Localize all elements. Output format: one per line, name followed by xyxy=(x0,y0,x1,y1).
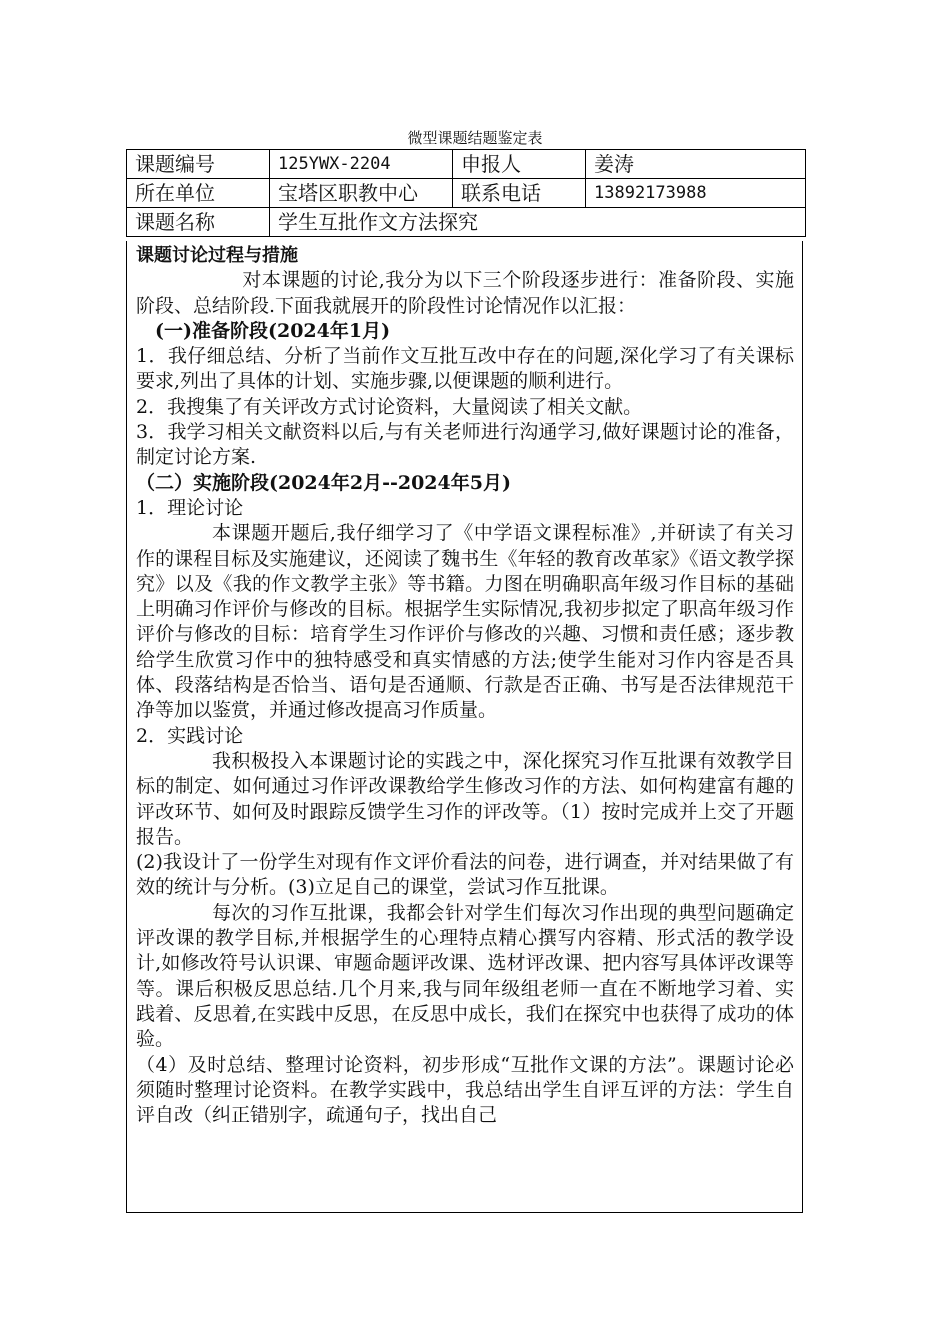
theory-title: 1．理论讨论 xyxy=(136,496,244,519)
page-title: 微型课题结题鉴定表 xyxy=(407,129,543,147)
stage1-item: 1．我仔细总结、分析了当前作文互批互改中存在的问题,深化学习了有关课标要求,列出了具体的计划、实施步骤,以便课题的顺利进行。 xyxy=(136,345,794,393)
content-section xyxy=(126,241,803,1213)
info-table xyxy=(126,149,806,237)
stage1-item: 2．我搜集了有关评改方式讨论资料，大量阅读了相关文献。 xyxy=(136,395,643,418)
intro-paragraph: 对本课题的讨论,我分为以下三个阶段逐步进行：准备阶段、实施阶段、总结阶段.下面我就展开的阶段性讨论情况作以汇报： xyxy=(136,269,794,317)
label-project-name: 课题名称 xyxy=(127,208,270,237)
project-name-value: 学生互批作文方法探究 xyxy=(270,208,806,237)
phone-value: 13892173988 xyxy=(586,179,806,208)
practice-paragraph-2: (2)我设计了一份学生对现有作文评价看法的问卷，进行调查，并对结果做了有效的统计与分析。(3)立足自己的课堂，尝试习作互批课。 xyxy=(136,851,794,899)
practice-paragraph: 我积极投入本课题讨论的实践之中，深化探究习作互批课有效教学目标的制定、如何通过习作评改课教给学生修改习作的方法、如何构建富有趣的评改环节、如何及时跟踪反馈学生习作的评改等。（1）按时完成并上交了开题报告。 xyxy=(136,749,794,848)
theory-paragraph: 本课题开题后,我仔细学习了《中学语文课程标准》,并研读了有关习作的课程目标及实施建议，还阅读了魏书生《年轻的教育改革家》《语文教学探究》以及《我的作文教学主张》等书籍。力图在明确职高年级习作目标的基础上明确习作评价与修改的目标。根据学生实际情况,我初步拟定了职高年级习作评价与修改的目标：培育学生习作评价与修改的兴趣、习惯和责任感；逐步教给学生欣赏习作中的独特感受和真实情感的方法;使学生能对习作内容是否具体、段落结构是否恰当、语句是否通顺、行款是否正确、书写是否法律规范干净等加以鉴赏，并通过修改提高习作质量。 xyxy=(136,522,794,722)
applicant-value: 姜涛 xyxy=(586,150,806,179)
unit-value: 宝塔区职教中心 xyxy=(270,179,453,208)
practice-paragraph-3: 每次的习作互批课，我都会针对学生们每次习作出现的典型问题确定评改课的教学目标,并根据学生的心理特点精心撰写内容精、形式活的教学设计,如修改符号认识课、审题命题评改课、选材评改课、把内容写具体评改课等等。课后积极反思总结.几个月来,我与同年级组老师一直在不断地学习着、实践着、反思着,在实践中反思，在反思中成长，我们在探究中也获得了成功的体验。 xyxy=(136,901,794,1051)
label-phone: 联系电话 xyxy=(453,179,586,208)
stage1-item: 3．我学习相关文献资料以后,与有关老师进行沟通学习,做好课题讨论的准备，制定讨论方案. xyxy=(136,421,794,469)
practice-title: 2．实践讨论 xyxy=(136,724,244,747)
label-applicant: 申报人 xyxy=(453,150,586,179)
table-row xyxy=(127,150,806,179)
stage1-title: (一)准备阶段(2024年1月) xyxy=(155,319,391,342)
label-project-code: 课题编号 xyxy=(127,150,270,179)
label-unit: 所在单位 xyxy=(127,179,270,208)
section-heading: 课题讨论过程与措施 xyxy=(136,245,298,266)
table-row xyxy=(127,208,806,237)
practice-paragraph-4: （4）及时总结、整理讨论资料，初步形成“互批作文课的方法”。课题讨论必须随时整理讨论资料。在教学实践中，我总结出学生自评互评的方法：学生自评自改（纠正错别字，疏通句子，找出自己 xyxy=(136,1053,794,1127)
table-row xyxy=(127,179,806,208)
stage2-title: （二）实施阶段(2024年2月--2024年5月) xyxy=(136,471,511,494)
project-code-value: 125YWX-2204 xyxy=(270,150,453,179)
